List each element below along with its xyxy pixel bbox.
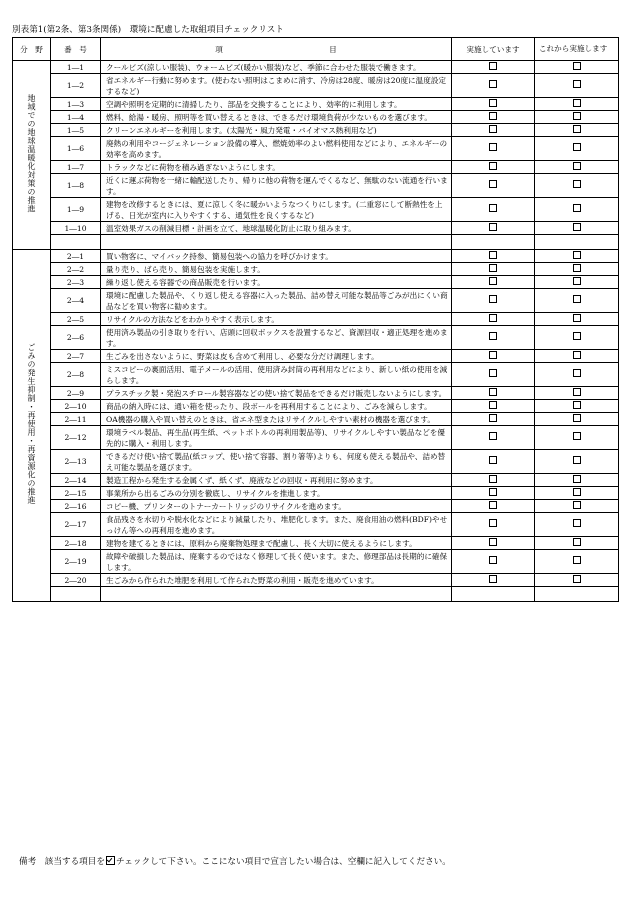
implemented-cell	[452, 400, 535, 413]
table-row	[13, 350, 619, 363]
implemented-cell	[452, 326, 535, 350]
implemented-checkbox[interactable]	[489, 80, 497, 88]
item-number: 2―9	[51, 387, 101, 400]
planned-cell	[535, 124, 619, 137]
implemented-cell	[452, 263, 535, 276]
implemented-checkbox[interactable]	[489, 143, 497, 151]
item-number: 1―6	[51, 137, 101, 161]
blank-cell	[51, 235, 101, 250]
category-label: ごみの発生抑制・再使用・再資源化の推進	[27, 343, 36, 505]
implemented-cell	[452, 426, 535, 450]
item-number: 2―15	[51, 487, 101, 500]
implemented-cell	[452, 111, 535, 124]
table-row	[13, 450, 619, 474]
table-row	[13, 198, 619, 222]
item-text: 省エネルギー行動に努めます。(使わない照明はこまめに消す、冷房は28度、暖房は20度に温度設定するなど)	[101, 74, 452, 98]
planned-checkbox[interactable]	[573, 80, 581, 88]
implemented-checkbox[interactable]	[489, 456, 497, 464]
blank-row	[13, 235, 619, 250]
header-planned: これから実施します	[535, 38, 619, 61]
table-row	[13, 276, 619, 289]
table-row	[13, 487, 619, 500]
planned-checkbox[interactable]	[573, 501, 581, 509]
blank-cell	[51, 587, 101, 602]
planned-cell	[535, 276, 619, 289]
implemented-checkbox[interactable]	[489, 264, 497, 272]
item-text: 量り売り、ばら売り、簡易包装を実施します。	[101, 263, 452, 276]
implemented-checkbox[interactable]	[489, 401, 497, 409]
planned-cell	[535, 326, 619, 350]
item-number: 2―20	[51, 574, 101, 587]
implemented-checkbox[interactable]	[489, 277, 497, 285]
item-number: 2―13	[51, 450, 101, 474]
item-text: プラスチック製・発泡スチロール製容器などの使い捨て製品をできるだけ販売しないようにします。	[101, 387, 452, 400]
planned-checkbox[interactable]	[573, 251, 581, 259]
planned-cell	[535, 550, 619, 574]
item-text: クールビズ(涼しい服装)、ウォームビズ(暖かい服装)など、季節に合わせた服装で働きます。	[101, 61, 452, 74]
planned-checkbox[interactable]	[573, 456, 581, 464]
planned-checkbox[interactable]	[573, 519, 581, 527]
item-text: 建物を建てるときには、原料から廃棄物処理まで配慮し、長く大切に使えるようにします。	[101, 537, 452, 550]
table-row	[13, 400, 619, 413]
item-text: 使用済み製品の引き取りを行い、店頭に回収ボックスを設置するなど、資源回収・適正処理を進めます。	[101, 326, 452, 350]
item-text: 買い物客に、マイバック持参、簡易包装への協力を呼びかけます。	[101, 250, 452, 263]
item-number: 2―2	[51, 263, 101, 276]
item-number: 1―7	[51, 161, 101, 174]
item-number: 2―7	[51, 350, 101, 363]
item-number: 2―3	[51, 276, 101, 289]
table-row	[13, 174, 619, 198]
header-row	[13, 38, 619, 61]
implemented-checkbox[interactable]	[489, 556, 497, 564]
planned-cell	[535, 98, 619, 111]
item-text: 商品の納入時には、通い箱を使ったり、段ボールを再利用することにより、ごみを減らします。	[101, 400, 452, 413]
planned-cell	[535, 289, 619, 313]
implemented-checkbox[interactable]	[489, 351, 497, 359]
planned-cell	[535, 74, 619, 98]
item-number: 2―12	[51, 426, 101, 450]
planned-cell	[535, 174, 619, 198]
planned-cell	[535, 513, 619, 537]
item-number: 2―18	[51, 537, 101, 550]
planned-checkbox[interactable]	[573, 180, 581, 188]
planned-checkbox[interactable]	[573, 99, 581, 107]
table-row	[13, 61, 619, 74]
blank-cell	[452, 587, 535, 602]
table-row	[13, 111, 619, 124]
implemented-checkbox[interactable]	[489, 575, 497, 583]
header-category: 分 野	[13, 38, 51, 61]
item-text: 建物を改修するときには、夏に涼しく冬に暖かいようなつくりにします。(二重窓にして断熱性を上げる、日光が室内に入りやすくする、通気性を良くするなど)	[101, 198, 452, 222]
implemented-cell	[452, 276, 535, 289]
table-row	[13, 98, 619, 111]
item-text: 生ごみを出さないように、野菜は皮も含めて利用し、必要な分だけ調理します。	[101, 350, 452, 363]
planned-checkbox[interactable]	[573, 475, 581, 483]
table-row	[13, 222, 619, 235]
table-row	[13, 363, 619, 387]
checklist-table	[12, 37, 619, 602]
table-row	[13, 74, 619, 98]
implemented-checkbox[interactable]	[489, 475, 497, 483]
item-text: リサイクルの方法などをわかりやすく表示します。	[101, 313, 452, 326]
implemented-checkbox[interactable]	[489, 295, 497, 303]
implemented-cell	[452, 174, 535, 198]
implemented-cell	[452, 124, 535, 137]
implemented-cell	[452, 500, 535, 513]
planned-checkbox[interactable]	[573, 143, 581, 151]
item-text: OA機器の購入や買い替えのときは、省エネ型またはリサイクルしやすい素材の機器を選びます。	[101, 413, 452, 426]
item-text: できるだけ使い捨て製品(紙コップ、使い捨て容器、割り箸等)よりも、何度も使える製品や、詰め替え可能な製品を選びます。	[101, 450, 452, 474]
footnote-prefix: 備考 該当する項目を	[19, 857, 105, 867]
implemented-checkbox[interactable]	[489, 538, 497, 546]
blank-cell	[535, 587, 619, 602]
planned-checkbox[interactable]	[573, 162, 581, 170]
planned-checkbox[interactable]	[573, 575, 581, 583]
implemented-cell	[452, 198, 535, 222]
blank-cell	[452, 235, 535, 250]
planned-cell	[535, 61, 619, 74]
item-text: 温室効果ガスの削減目標・計画を立て、地球温暖化防止に取り組みます。	[101, 222, 452, 235]
item-number: 2―11	[51, 413, 101, 426]
item-number: 1―2	[51, 74, 101, 98]
planned-checkbox[interactable]	[573, 432, 581, 440]
planned-cell	[535, 574, 619, 587]
planned-cell	[535, 350, 619, 363]
item-text: トラックなどに荷物を積み過ぎないようにします。	[101, 161, 452, 174]
item-text: コピー機、プリンターのトナーカートリッジのリサイクルを進めます。	[101, 500, 452, 513]
table-row	[13, 500, 619, 513]
item-text: 環境に配慮した製品や、くり返し使える容器に入った製品、詰め替え可能な製品等ごみが出にくい商品などを買い物客に勧めます。	[101, 289, 452, 313]
category-cell	[13, 250, 51, 602]
planned-cell	[535, 413, 619, 426]
implemented-cell	[452, 222, 535, 235]
planned-cell	[535, 487, 619, 500]
implemented-checkbox[interactable]	[489, 62, 497, 70]
planned-cell	[535, 250, 619, 263]
item-number: 2―10	[51, 400, 101, 413]
planned-checkbox[interactable]	[573, 264, 581, 272]
planned-checkbox[interactable]	[573, 204, 581, 212]
table-row	[13, 161, 619, 174]
implemented-cell	[452, 387, 535, 400]
implemented-checkbox[interactable]	[489, 388, 497, 396]
implemented-cell	[452, 161, 535, 174]
table-row	[13, 426, 619, 450]
planned-checkbox[interactable]	[573, 401, 581, 409]
implemented-checkbox[interactable]	[489, 314, 497, 322]
item-text: ミスコピーの裏面活用、電子メールの活用、使用済み封筒の再利用などにより、新しい紙の使用を減らします。	[101, 363, 452, 387]
implemented-checkbox[interactable]	[489, 125, 497, 133]
planned-checkbox[interactable]	[573, 125, 581, 133]
item-text: 生ごみから作られた堆肥を利用して作られた野菜の利用・販売を進めています。	[101, 574, 452, 587]
table-row	[13, 474, 619, 487]
planned-checkbox[interactable]	[573, 556, 581, 564]
blank-cell	[535, 235, 619, 250]
blank-cell[interactable]	[101, 235, 452, 250]
item-text: 空調や照明を定期的に清掃したり、部品を交換することにより、効率的に利用します。	[101, 98, 452, 111]
item-text: 食品残さを水切りや脱水化などにより減量したり、堆肥化します。また、廃食用油の燃料(BDF)やせっけん等への再利用を進めます。	[101, 513, 452, 537]
category-label: 地域での地球温暖化対策の推進	[27, 94, 36, 213]
planned-cell	[535, 474, 619, 487]
implemented-cell	[452, 574, 535, 587]
planned-checkbox[interactable]	[573, 538, 581, 546]
planned-cell	[535, 500, 619, 513]
implemented-cell	[452, 313, 535, 326]
planned-cell	[535, 222, 619, 235]
item-number: 1―3	[51, 98, 101, 111]
implemented-cell	[452, 474, 535, 487]
item-number: 2―14	[51, 474, 101, 487]
implemented-cell	[452, 487, 535, 500]
header-implemented: 実施しています	[452, 38, 535, 61]
item-number: 2―19	[51, 550, 101, 574]
table-row	[13, 326, 619, 350]
table-row	[13, 413, 619, 426]
table-row	[13, 513, 619, 537]
planned-checkbox[interactable]	[573, 369, 581, 377]
planned-cell	[535, 313, 619, 326]
item-number: 2―5	[51, 313, 101, 326]
implemented-checkbox[interactable]	[489, 180, 497, 188]
table-row	[13, 574, 619, 587]
implemented-checkbox[interactable]	[489, 204, 497, 212]
implemented-cell	[452, 363, 535, 387]
planned-cell	[535, 111, 619, 124]
item-text: 繰り返し使える容器での商品販売を行います。	[101, 276, 452, 289]
item-text: 廃熱の利用やコージェネレーション設備の導入、燃焼効率のよい燃料使用などにより、エネルギーの効率を高めます。	[101, 137, 452, 161]
implemented-checkbox[interactable]	[489, 501, 497, 509]
item-number: 2―6	[51, 326, 101, 350]
planned-cell	[535, 426, 619, 450]
planned-cell	[535, 137, 619, 161]
implemented-cell	[452, 413, 535, 426]
footnote	[19, 855, 451, 867]
table-row	[13, 537, 619, 550]
item-text: 故障や破損した製品は、廃棄するのではなく修理して長く使います。また、修理部品は長期的に確保します。	[101, 550, 452, 574]
checklist-body	[13, 61, 619, 602]
planned-checkbox[interactable]	[573, 414, 581, 422]
implemented-cell	[452, 537, 535, 550]
implemented-checkbox[interactable]	[489, 519, 497, 527]
planned-cell	[535, 387, 619, 400]
implemented-checkbox[interactable]	[489, 112, 497, 120]
implemented-checkbox[interactable]	[489, 162, 497, 170]
implemented-cell	[452, 98, 535, 111]
implemented-cell	[452, 137, 535, 161]
item-number: 1―8	[51, 174, 101, 198]
table-row	[13, 137, 619, 161]
page-title: 別表第1(第2条、第3条関係) 環境に配慮した取組項目チェックリスト	[12, 25, 284, 35]
planned-checkbox[interactable]	[573, 314, 581, 322]
item-text: 環境ラベル製品、再生品(再生紙、ペットボトルの再利用製品等)、リサイクルしやすい製品などを優先的に購入・利用します。	[101, 426, 452, 450]
table-row	[13, 124, 619, 137]
footnote-suffix: チェックして下さい。ここにない項目で宣言したい場合は、空欄に記入してください。	[115, 857, 451, 867]
item-text: 事業所から出るごみの分別を徹底し、リサイクルを推進します。	[101, 487, 452, 500]
planned-cell	[535, 400, 619, 413]
item-number: 1―1	[51, 61, 101, 74]
implemented-cell	[452, 61, 535, 74]
item-text: 近くに運ぶ荷物を一緒に輸配送したり、帰りに他の荷物を運んでくるなど、無駄のない流通を行います。	[101, 174, 452, 198]
planned-cell	[535, 363, 619, 387]
planned-checkbox[interactable]	[573, 351, 581, 359]
table-row	[13, 313, 619, 326]
implemented-checkbox[interactable]	[489, 432, 497, 440]
planned-checkbox[interactable]	[573, 388, 581, 396]
table-row	[13, 263, 619, 276]
item-number: 2―1	[51, 250, 101, 263]
table-row	[13, 550, 619, 574]
item-text: クリーンエネルギーを利用します。(太陽光・風力発電・バイオマス熱利用など)	[101, 124, 452, 137]
implemented-cell	[452, 513, 535, 537]
checkbox-checked-icon	[106, 856, 115, 865]
item-number: 2―16	[51, 500, 101, 513]
item-number: 2―8	[51, 363, 101, 387]
implemented-checkbox[interactable]	[489, 369, 497, 377]
planned-cell	[535, 198, 619, 222]
table-row	[13, 289, 619, 313]
implemented-cell	[452, 450, 535, 474]
implemented-checkbox[interactable]	[489, 414, 497, 422]
planned-checkbox[interactable]	[573, 488, 581, 496]
planned-cell	[535, 450, 619, 474]
implemented-cell	[452, 550, 535, 574]
item-number: 1―10	[51, 222, 101, 235]
item-number: 2―17	[51, 513, 101, 537]
blank-row	[13, 587, 619, 602]
item-number: 2―4	[51, 289, 101, 313]
implemented-cell	[452, 289, 535, 313]
implemented-cell	[452, 74, 535, 98]
item-text: 製造工程から発生する金属くず、紙くず、廃液などの回収・再利用に努めます。	[101, 474, 452, 487]
planned-checkbox[interactable]	[573, 62, 581, 70]
planned-checkbox[interactable]	[573, 223, 581, 231]
planned-checkbox[interactable]	[573, 332, 581, 340]
planned-cell	[535, 537, 619, 550]
blank-cell[interactable]	[101, 587, 452, 602]
implemented-checkbox[interactable]	[489, 332, 497, 340]
implemented-cell	[452, 350, 535, 363]
planned-checkbox[interactable]	[573, 295, 581, 303]
planned-cell	[535, 263, 619, 276]
item-text: 燃料、給湯・暖房、照明等を買い替えるときは、できるだけ環境負荷が少ないものを選びます。	[101, 111, 452, 124]
planned-cell	[535, 161, 619, 174]
category-cell	[13, 61, 51, 250]
implemented-checkbox[interactable]	[489, 251, 497, 259]
item-number: 1―5	[51, 124, 101, 137]
implemented-checkbox[interactable]	[489, 223, 497, 231]
planned-checkbox[interactable]	[573, 277, 581, 285]
item-number: 1―4	[51, 111, 101, 124]
planned-checkbox[interactable]	[573, 112, 581, 120]
header-item: 項 目	[101, 38, 452, 61]
header-number: 番 号	[51, 38, 101, 61]
implemented-checkbox[interactable]	[489, 99, 497, 107]
implemented-cell	[452, 250, 535, 263]
table-row	[13, 387, 619, 400]
implemented-checkbox[interactable]	[489, 488, 497, 496]
table-row	[13, 250, 619, 263]
item-number: 1―9	[51, 198, 101, 222]
